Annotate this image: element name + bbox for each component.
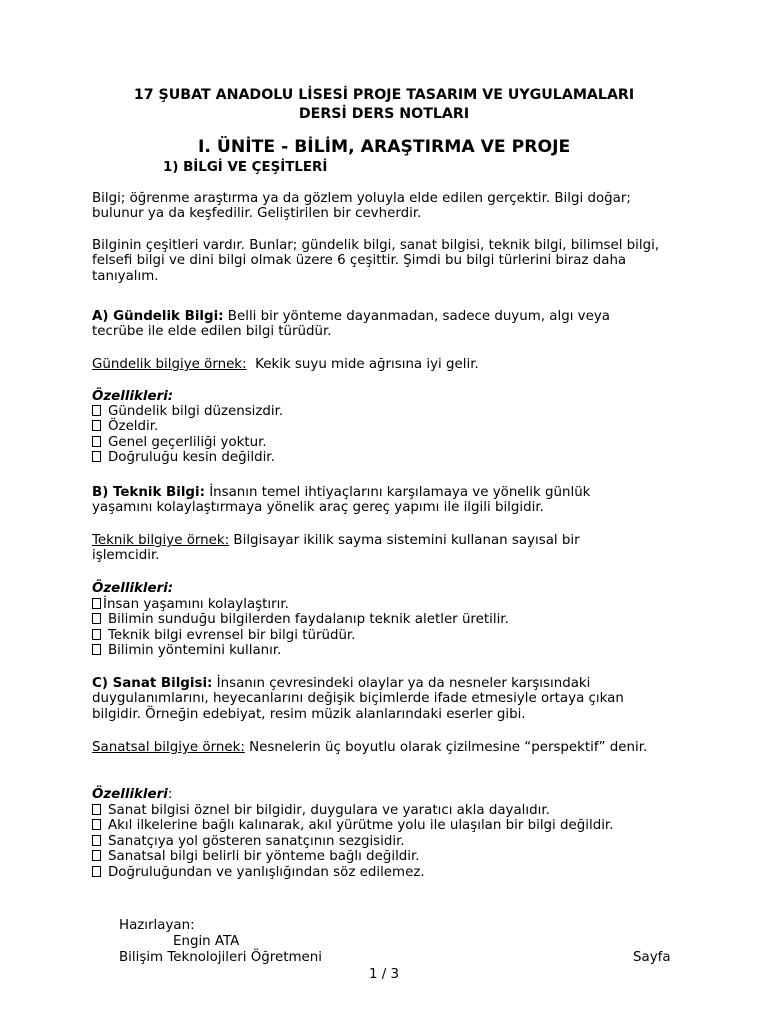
gundelik-feature-list [92,404,283,466]
sanat-heading: C) Sanat Bilgisi: [92,676,213,691]
checkbox-bullet-icon [92,629,101,640]
checkbox-bullet-icon [92,819,101,830]
checkbox-bullet-icon [92,420,101,431]
gundelik-example-label: Gündelik bilgiye örnek: [92,357,247,372]
checkbox-bullet-icon [92,613,101,624]
teknik-example-text: Bilgisayar ikilik sayma sistemini kullanan sayısal bir işlemcidir. [92,533,580,564]
sanat-example [92,740,652,755]
sanat-features-label-line [92,787,172,802]
document-title-line2: DERSİ DERS NOTLARI [298,106,470,122]
gundelik-example-text: Kekik suyu mide ağrısına iyi gelir. [246,357,479,372]
checkbox-bullet-icon [92,835,101,846]
list-item: İnsan yaşamını kolaylaştırır. [92,597,509,612]
checkbox-bullet-icon [92,866,101,877]
sanat-definition-text: İnsanın çevresindeki olaylar ya da nesneler karşısındaki duygulanımlarını, heyecanlarını değişik biçimlerde ifade etmesiyle ortaya çıkan bilgidir. Örneğin edebiyat, resim müzik alanlarındaki eserler gibi. [92,676,624,722]
teknik-example-label: Teknik bilgiye örnek: [92,533,230,548]
footer-author: Engin ATA [173,934,240,949]
checkbox-bullet-icon [92,405,101,416]
list-item: Sanat bilgisi öznel bir bilgidir, duygulara ve yaratıcı akla dayalıdır. [92,803,613,818]
list-item: Teknik bilgi evrensel bir bilgi türüdür. [92,628,509,643]
list-item: Doğruluğu kesin değildir. [92,450,283,465]
list-item: Özeldir. [92,419,283,434]
gundelik-definition [92,309,657,340]
teknik-example [92,533,622,564]
footer-role: Bilişim Teknolojileri Öğretmeni [119,950,322,965]
checkbox-bullet-icon [92,850,101,861]
sanat-example-label: Sanatsal bilgiye örnek: [92,740,245,755]
intro-paragraph-1: Bilgi; öğrenme araştırma ya da gözlem yoluyla elde edilen gerçektir. Bilgi doğar; bulunur ya da keşfedilir. Geliştirilen bir cevherdir. [92,191,631,222]
teknik-features-label: Özellikleri: [92,581,174,596]
unit-title: I. ÜNİTE - BİLİM, ARAŞTIRMA VE PROJE [198,137,571,157]
list-item: Akıl ilkelerine bağlı kalınarak, akıl yürütme yolu ile ulaşılan bir bilgi değildir. [92,818,613,833]
teknik-heading: B) Teknik Bilgi: [92,485,205,500]
gundelik-features-label: Özellikleri: [92,389,174,404]
list-item: Sanatsal bilgi belirli bir yönteme bağlı değildir. [92,849,613,864]
teknik-definition-text: İnsanın temel ihtiyaçlarını karşılamaya ve yönelik günlük yaşamını kolaylaştırmaya yönelik araç gereç yapımı ile ilgili bilgidir. [92,485,591,516]
section-title: 1) BİLGİ VE ÇEŞİTLERİ [163,160,328,175]
list-item: Bilimin sunduğu bilgilerden faydalanıp teknik aletler üretilir. [92,612,509,627]
checkbox-bullet-icon [92,451,101,462]
teknik-definition [92,485,642,516]
intro-paragraph-2: Bilginin çeşitleri vardır. Bunlar; gündelik bilgi, sanat bilgisi, teknik bilgi, bilimsel bilgi, felsefi bilgi ve dini bilgi olmak üzere 6 çeşittir. Şimdi bu bilgi türlerini biraz daha tanıyalım. [92,238,660,284]
footer-page-word: Sayfa [633,950,671,965]
footer-page-number: 1 / 3 [369,967,400,982]
list-item: Bilimin yöntemini kullanır. [92,643,509,658]
gundelik-heading: A) Gündelik Bilgi: [92,309,224,324]
checkbox-bullet-icon [92,598,101,609]
gundelik-definition-text: Belli bir yönteme dayanmadan, sadece duyum, algı veya tecrübe ile elde edilen bilgi türüdür. [92,309,610,340]
sanat-feature-list [92,803,613,880]
sanat-definition [92,676,674,722]
teknik-feature-list [92,597,509,659]
document-title-line1: 17 ŞUBAT ANADOLU LİSESİ PROJE TASARIM VE UYGULAMALARI [133,87,635,103]
list-item: Sanatçıya yol gösteren sanatçının sezgisidir. [92,834,613,849]
checkbox-bullet-icon [92,644,101,655]
checkbox-bullet-icon [92,436,101,447]
sanat-features-label: Özellikleri [92,787,168,802]
checkbox-bullet-icon [92,804,101,815]
gundelik-example [92,357,479,372]
list-item: Doğruluğundan ve yanlışlığından söz edilemez. [92,865,613,880]
sanat-example-text: Nesnelerin üç boyutlu olarak çizilmesine “perspektif” denir. [244,740,648,755]
footer-prepared-label: Hazırlayan: [119,918,195,933]
sanat-features-colon: : [167,787,173,802]
list-item: Genel geçerliliği yoktur. [92,435,283,450]
list-item: Gündelik bilgi düzensizdir. [92,404,283,419]
